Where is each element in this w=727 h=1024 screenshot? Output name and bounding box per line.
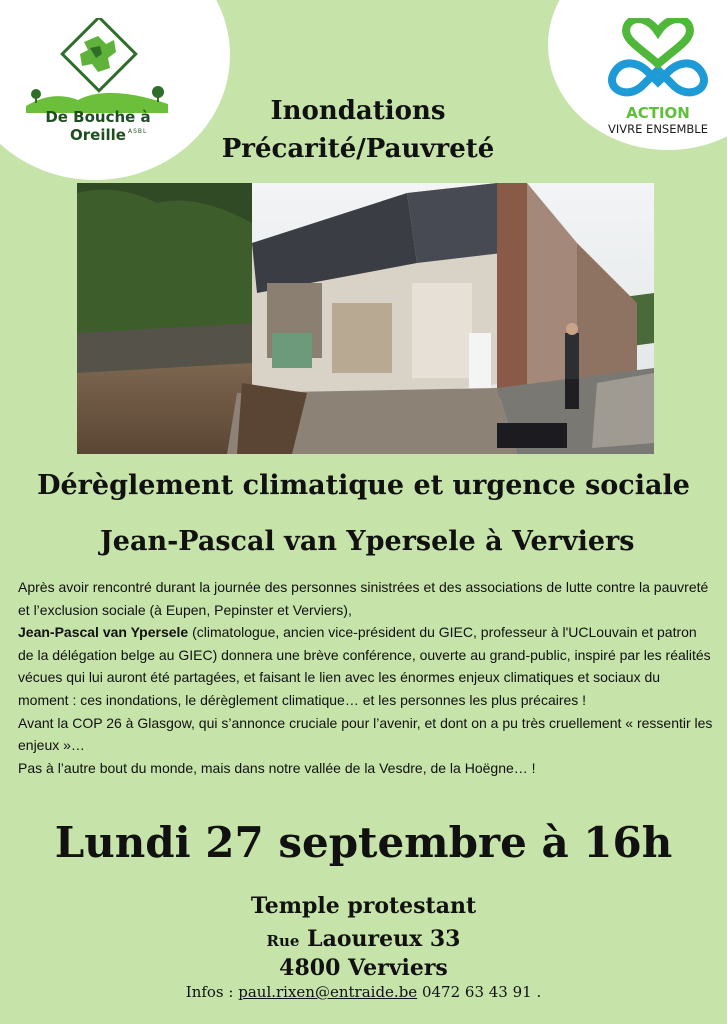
- body-paragraph-3: Avant la COP 26 à Glasgow, qui s’annonce cruciale pour l’avenir, et dont on a pu très cruellement « ressentir les enjeux »…: [18, 714, 713, 754]
- body-paragraph-2-rest: (climatologue, ancien vice-président du GIEC, professeur à l'UCLouvain et patron de la délégation belge au GIEC) donnera une brève conférence, ouverte au grand-public, inspiré par les réalités vécues qui lui auront été partagées, et faisant le lien avec les énormes enjeux climatiques et sociaux du moment : ces inondations, le dérèglement climatique… et les personnes les plus précaires !: [18, 624, 711, 708]
- logo-left-sub: ASBL: [128, 128, 148, 135]
- de-bouche-a-oreille-logo: [18, 18, 178, 144]
- phone-number: 0472 63 43 91 .: [417, 983, 542, 1001]
- flood-damage-photo: [77, 183, 654, 454]
- header-line1: Inondations: [270, 96, 446, 126]
- headline-main: Dérèglement climatique et urgence sociale: [37, 470, 690, 501]
- body-paragraph-1: Après avoir rencontré durant la journée des personnes sinistrées et des associations de lutte contre la pauvreté et l’exclusion sociale (à Eupen, Pepinster et Verviers),: [18, 579, 709, 618]
- street-name: Laoureux 33: [307, 926, 461, 952]
- email-link[interactable]: paul.rixen@entraide.be: [238, 983, 418, 1001]
- action-vivre-ensemble-logo: [598, 18, 718, 143]
- infinity-heart-icon: [598, 18, 718, 103]
- headline-sub: Jean-Pascal van Ypersele à Verviers: [100, 526, 635, 557]
- body-paragraph-4: Pas à l’autre bout du monde, mais dans notre vallée de la Vesdre, de la Hoëgne… !: [18, 759, 536, 776]
- event-date: Lundi 27 septembre à 16h: [54, 818, 673, 867]
- logo-left-name: De Bouche à Oreille: [45, 108, 151, 144]
- speaker-name: Jean-Pascal van Ypersele: [18, 624, 189, 641]
- logo-right-line1: ACTION: [626, 104, 690, 122]
- event-infos: [0, 983, 727, 1001]
- infos-label: Infos :: [185, 983, 239, 1001]
- logo-right-line2: VIVRE ENSEMBLE: [608, 122, 708, 136]
- header-line2: Précarité/Pauvreté: [221, 134, 495, 164]
- street-prefix: Rue: [266, 932, 300, 950]
- event-city: 4800 Verviers: [279, 955, 448, 981]
- event-street: [0, 926, 727, 952]
- puzzle-logo-icon: [18, 18, 178, 113]
- body-paragraph-2: [18, 621, 713, 711]
- event-venue: Temple protestant: [250, 893, 477, 919]
- body-text: [18, 576, 713, 779]
